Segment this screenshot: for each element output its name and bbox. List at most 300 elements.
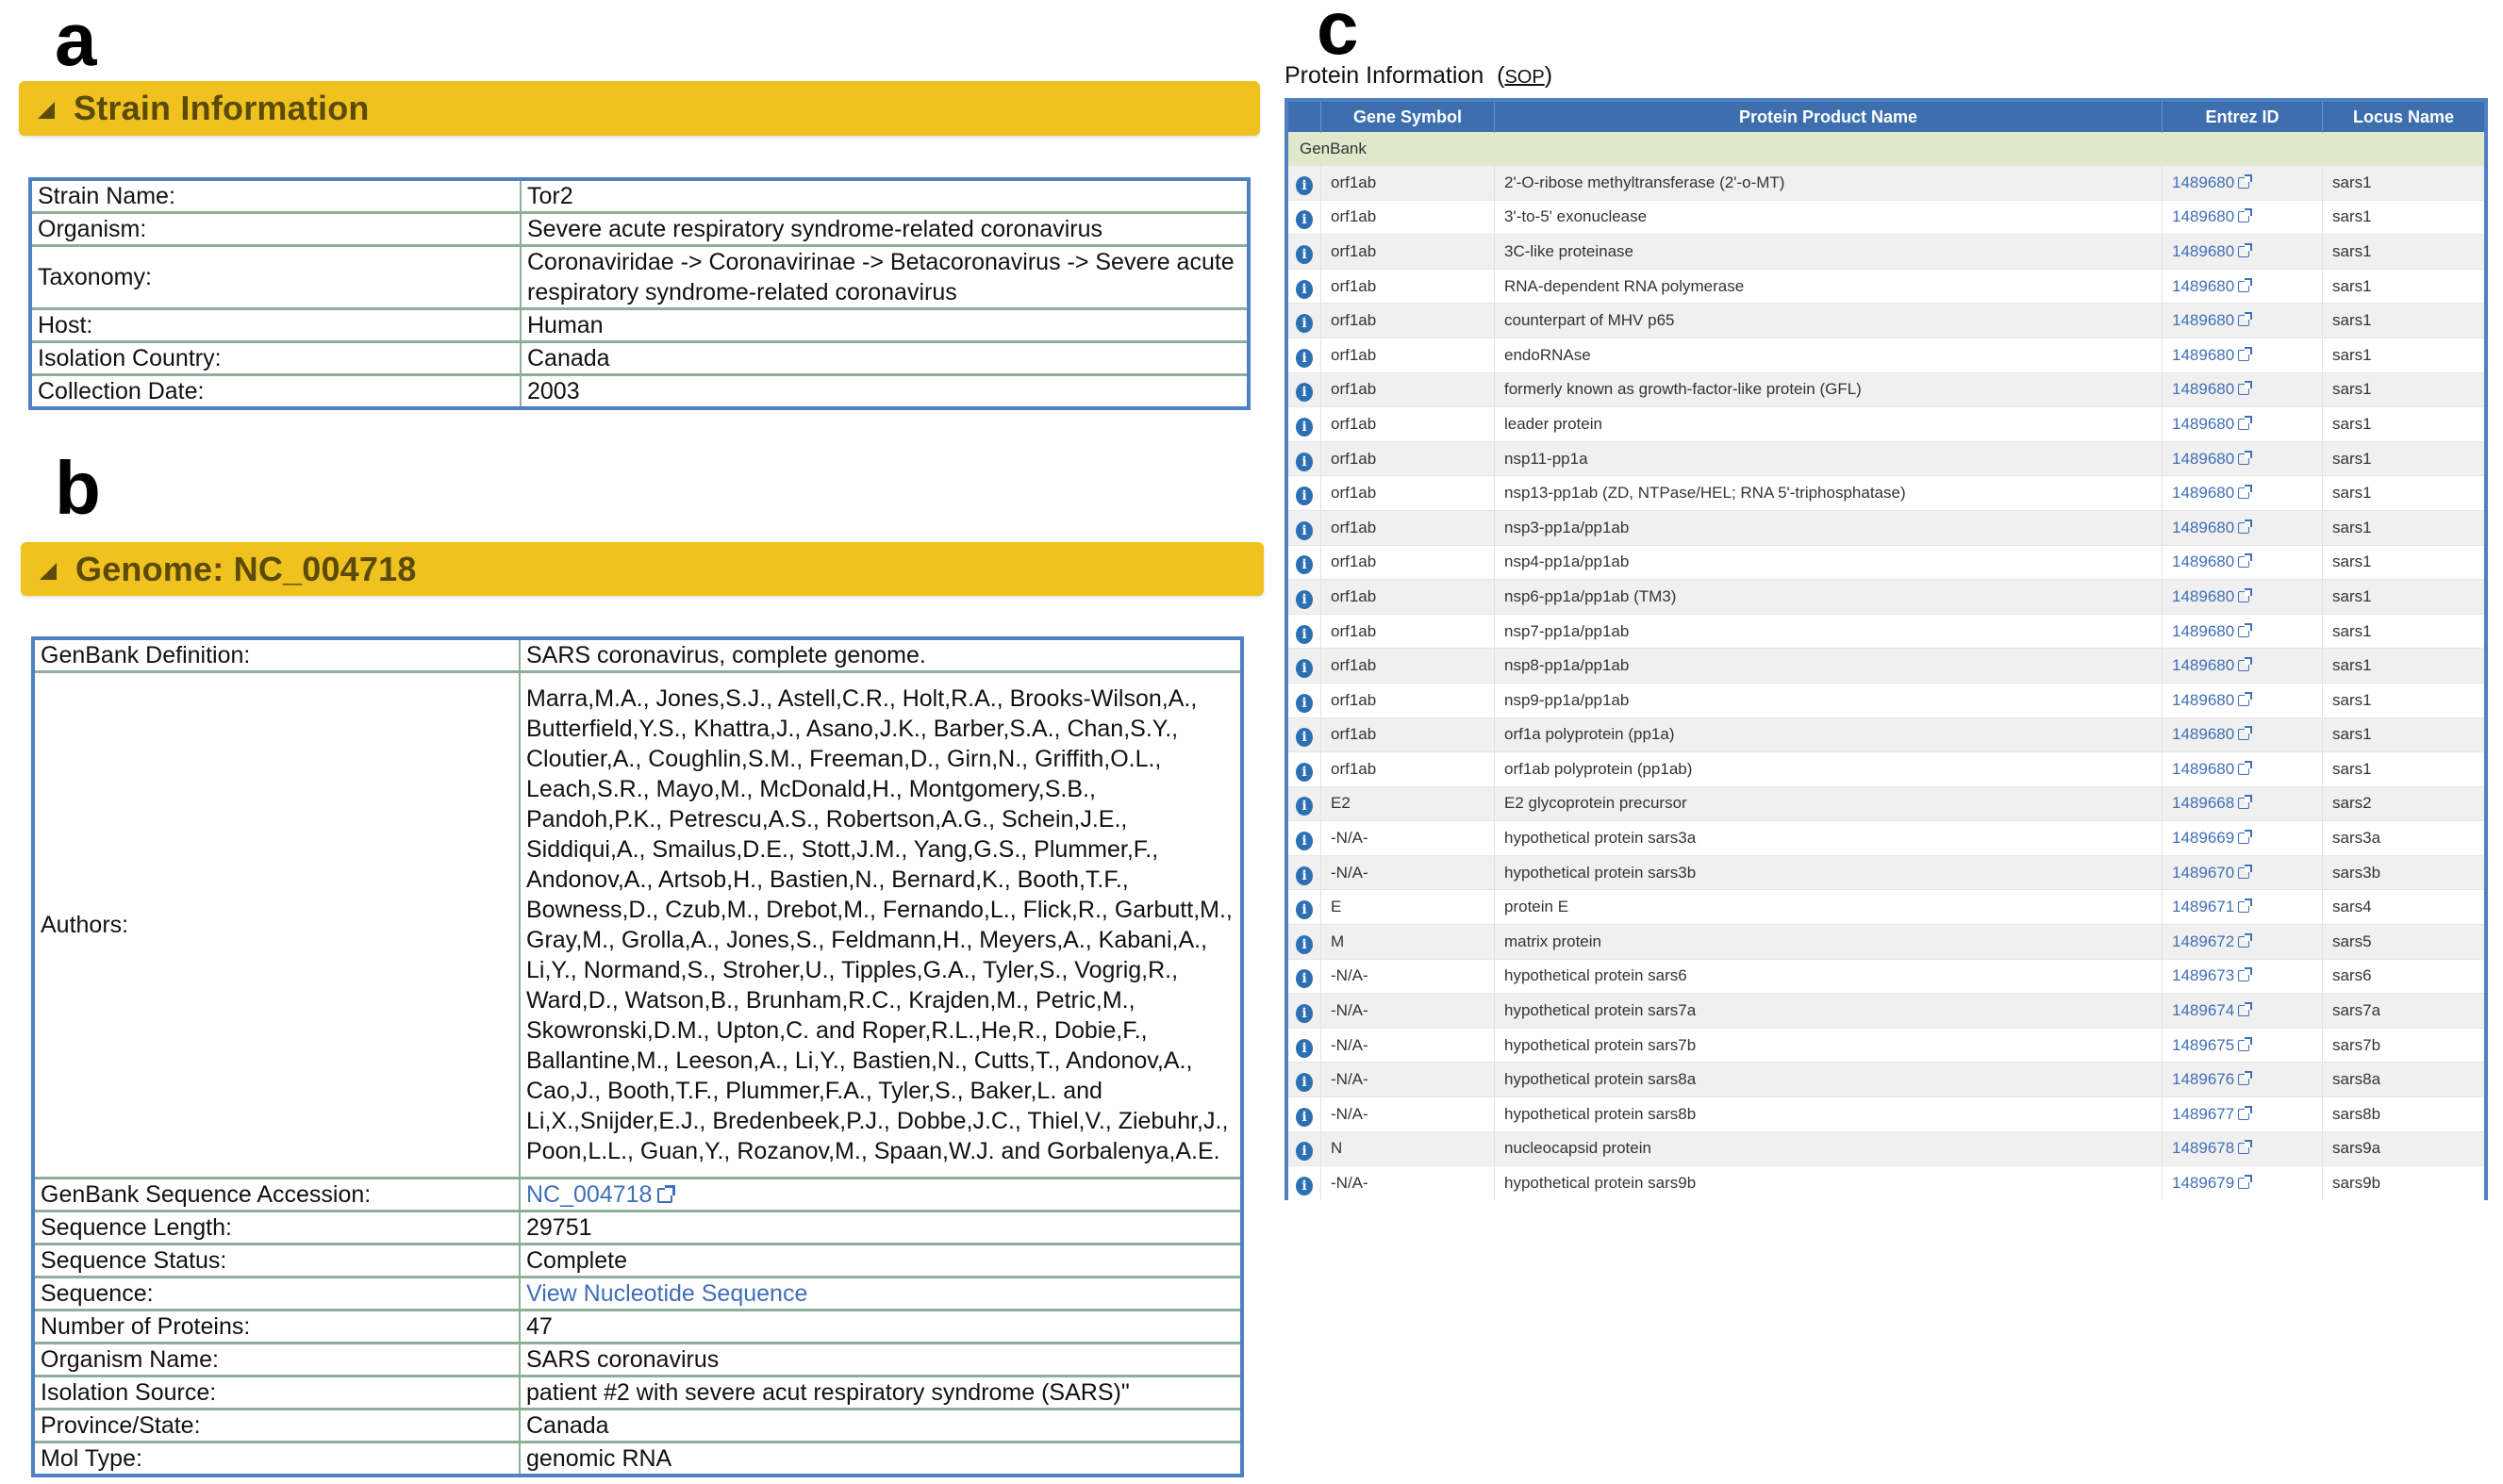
panel-label-c: c <box>1317 0 1359 70</box>
external-link-icon[interactable] <box>2238 695 2249 706</box>
info-cell <box>1286 476 1321 511</box>
info-cell <box>1286 166 1321 201</box>
entrez-id-link[interactable]: 1489672 <box>2172 932 2235 950</box>
field-value: Human <box>521 309 1249 342</box>
protein-product-name: nsp11-pp1a <box>1495 441 2163 476</box>
strain-info-table <box>28 177 1251 410</box>
info-icon[interactable]: i <box>1296 486 1313 505</box>
external-link-icon[interactable] <box>2238 556 2249 568</box>
external-link-icon[interactable] <box>2238 1143 2249 1154</box>
external-link-icon[interactable] <box>2238 419 2249 430</box>
entrez-id-link[interactable]: 1489680 <box>2172 552 2235 571</box>
column-header-protein-product-name[interactable]: Protein Product Name <box>1495 100 2163 133</box>
info-cell <box>1286 994 1321 1029</box>
external-link-icon[interactable] <box>2238 453 2249 465</box>
protein-information-label: Protein Information <box>1285 62 1484 89</box>
external-link-icon[interactable] <box>657 1188 672 1203</box>
entrez-id-cell <box>2163 649 2323 684</box>
external-link-icon[interactable] <box>2238 798 2249 809</box>
entrez-id-cell <box>2163 925 2323 960</box>
gene-symbol: orf1ab <box>1321 441 1495 476</box>
external-link-icon[interactable] <box>2238 1109 2249 1120</box>
locus-name: sars1 <box>2323 683 2487 717</box>
entrez-id-cell <box>2163 269 2323 304</box>
gene-symbol: -N/A- <box>1321 1063 1495 1097</box>
locus-name: sars1 <box>2323 649 2487 684</box>
protein-row <box>1286 683 2486 717</box>
protein-row <box>1286 1166 2486 1200</box>
gene-symbol: -N/A- <box>1321 1097 1495 1132</box>
protein-row <box>1286 959 2486 994</box>
external-link-icon[interactable] <box>2238 936 2249 948</box>
info-cell <box>1286 304 1321 338</box>
field-label: Authors: <box>33 672 520 1179</box>
protein-product-name: 3'-to-5' exonuclease <box>1495 200 2163 235</box>
locus-name: sars1 <box>2323 614 2487 649</box>
external-link-icon[interactable] <box>2238 1074 2249 1085</box>
info-icon[interactable]: i <box>1296 832 1313 850</box>
external-link-icon[interactable] <box>2238 626 2249 637</box>
entrez-id-link[interactable]: 1489670 <box>2172 863 2235 882</box>
gene-symbol: -N/A- <box>1321 1166 1495 1200</box>
panel-label-b: b <box>55 446 101 530</box>
entrez-id-cell <box>2163 821 2323 856</box>
locus-name: sars1 <box>2323 200 2487 235</box>
protein-row <box>1286 476 2486 511</box>
genome-row <box>33 1311 1242 1344</box>
column-header-entrez-id[interactable]: Entrez ID <box>2163 100 2323 133</box>
collapse-triangle-icon[interactable] <box>40 563 57 580</box>
column-header-gene-symbol[interactable]: Gene Symbol <box>1321 100 1495 133</box>
entrez-id-link[interactable]: 1489676 <box>2172 1070 2235 1089</box>
locus-name: sars1 <box>2323 372 2487 407</box>
info-cell <box>1286 683 1321 717</box>
strain-row <box>30 342 1249 375</box>
locus-name: sars1 <box>2323 510 2487 545</box>
info-cell <box>1286 752 1321 787</box>
external-link-icon[interactable] <box>2238 522 2249 534</box>
info-cell <box>1286 545 1321 580</box>
entrez-id-link[interactable]: 1489675 <box>2172 1035 2235 1054</box>
locus-name: sars1 <box>2323 338 2487 372</box>
protein-row <box>1286 166 2486 201</box>
protein-product-name: hypothetical protein sars3b <box>1495 855 2163 890</box>
external-link-icon[interactable] <box>2238 901 2249 913</box>
entrez-id-cell <box>2163 1131 2323 1166</box>
info-cell <box>1286 821 1321 856</box>
field-value: Tor2 <box>527 183 573 209</box>
genome-row <box>33 1212 1242 1245</box>
entrez-id-cell <box>2163 890 2323 925</box>
field-label: Collection Date: <box>30 375 521 409</box>
info-icon[interactable]: i <box>1296 763 1313 782</box>
locus-name: sars2 <box>2323 786 2487 821</box>
gene-symbol: orf1ab <box>1321 580 1495 615</box>
locus-name: sars1 <box>2323 304 2487 338</box>
protein-product-name: nsp6-pp1a/pp1ab (TM3) <box>1495 580 2163 615</box>
locus-name: sars8a <box>2323 1063 2487 1097</box>
protein-product-name: E2 glycoprotein precursor <box>1495 786 2163 821</box>
sop-link[interactable]: SOP <box>1504 67 1545 88</box>
info-icon[interactable]: i <box>1296 1004 1313 1023</box>
gene-symbol: N <box>1321 1131 1495 1166</box>
external-link-icon[interactable] <box>2238 211 2249 223</box>
field-label: Sequence Status: <box>33 1245 520 1278</box>
gene-symbol: M <box>1321 925 1495 960</box>
entrez-id-link[interactable]: 1489677 <box>2172 1104 2235 1123</box>
field-label: Isolation Country: <box>30 342 521 375</box>
locus-name: sars8b <box>2323 1097 2487 1132</box>
entrez-id-link[interactable]: 1489680 <box>2172 725 2235 744</box>
info-cell <box>1286 1131 1321 1166</box>
field-label: Province/State: <box>33 1410 520 1443</box>
gene-symbol: orf1ab <box>1321 407 1495 442</box>
protein-row <box>1286 614 2486 649</box>
protein-product-name: nsp8-pp1a/pp1ab <box>1495 649 2163 684</box>
field-label: GenBank Definition: <box>33 638 520 672</box>
gene-symbol: -N/A- <box>1321 855 1495 890</box>
info-cell <box>1286 1166 1321 1200</box>
locus-name: sars9b <box>2323 1166 2487 1200</box>
accession-link[interactable]: NC_004718 <box>526 1181 653 1208</box>
info-cell <box>1286 717 1321 752</box>
protein-row <box>1286 752 2486 787</box>
info-icon[interactable]: i <box>1296 418 1313 437</box>
field-value <box>520 1278 1242 1311</box>
protein-row <box>1286 235 2486 270</box>
external-link-icon[interactable] <box>2238 487 2249 499</box>
protein-product-name: hypothetical protein sars8a <box>1495 1063 2163 1097</box>
external-link-icon[interactable] <box>2238 867 2249 879</box>
info-cell <box>1286 269 1321 304</box>
info-cell <box>1286 1028 1321 1063</box>
gene-symbol: orf1ab <box>1321 649 1495 684</box>
field-value: Marra,M.A., Jones,S.J., Astell,C.R., Holt,R.A., Brooks-Wilson,A., Butterfield,Y.S., Khattra,J., Asano,J.K., Barber,S.A., Chan,S.Y., Cloutier,A., Coughlin,S.M., Freeman,D., Girn,N., Griffith,O.L., Leach,S.R., Mayo,M., McDonald,H., Montgomery,S.B., Pandoh,P.K., Petrescu,A.S., Robertson,A.G., Schein,J.E., Siddiqui,A., Smailus,D.E., Stott,J.M., Yang,G.S., Plummer,F., Andonov,A., Artsob,H., Bastien,N., Bernard,K., Booth,T.F., Bowness,D., Czub,M., Drebot,M., Fernando,L., Flick,R., Garbutt,M., Gray,M., Grolla,A., Jones,S., Feldmann,H., Meyers,A., Kabani,A., Li,Y., Normand,S., Stroher,U., Tipples,G.A., Tyler,S., Vogrig,R., Ward,D., Watson,B., Brunham,R.C., Krajden,M., Petric,M., Skowronski,D.M., Upton,C. and Roper,R.L.,He,R., Dobie,F., Ballantine,M., Leeson,A., Li,Y., Bastien,N., Cutts,T., Andonov,A., Cao,J., Booth,T.F., Plummer,F.A., Tyler,S., Baker,L. and Li,X.,Snijder,E.J., Bredenbeek,P.J., Dobbe,J.C., Thiel,V., Ziebuhr,J., Poon,L.L., Guan,Y., Rozanov,M., Spaan,W.J. and Gorbalenya,A.E. <box>520 672 1242 1179</box>
locus-name: sars1 <box>2323 476 2487 511</box>
info-icon[interactable]: i <box>1296 866 1313 885</box>
protein-product-name: nsp13-pp1ab (ZD, NTPase/HEL; RNA 5'-triphosphatase) <box>1495 476 2163 511</box>
genome-row <box>33 1278 1242 1311</box>
field-label: Sequence Length: <box>33 1212 520 1245</box>
entrez-id-link[interactable]: 1489680 <box>2172 414 2235 433</box>
protein-row <box>1286 855 2486 890</box>
entrez-id-cell <box>2163 580 2323 615</box>
field-value <box>520 1179 1242 1212</box>
genome-row <box>33 1410 1242 1443</box>
genome-header[interactable] <box>21 542 1264 596</box>
info-icon[interactable]: i <box>1296 280 1313 299</box>
gene-symbol: E2 <box>1321 786 1495 821</box>
strain-row <box>30 179 1249 213</box>
locus-name: sars7b <box>2323 1028 2487 1063</box>
locus-name: sars1 <box>2323 166 2487 201</box>
gene-symbol: orf1ab <box>1321 614 1495 649</box>
external-link-icon[interactable] <box>2238 970 2249 981</box>
info-cell <box>1286 649 1321 684</box>
gene-symbol: orf1ab <box>1321 752 1495 787</box>
entrez-id-link[interactable]: 1489680 <box>2172 586 2235 605</box>
entrez-id-cell <box>2163 166 2323 201</box>
locus-name: sars1 <box>2323 269 2487 304</box>
protein-product-name: hypothetical protein sars3a <box>1495 821 2163 856</box>
external-link-icon[interactable] <box>2238 660 2249 671</box>
protein-product-name: nsp9-pp1a/pp1ab <box>1495 683 2163 717</box>
info-cell <box>1286 200 1321 235</box>
entrez-id-link[interactable]: 1489680 <box>2172 311 2235 330</box>
protein-table <box>1285 98 2488 1200</box>
entrez-id-cell <box>2163 614 2323 649</box>
info-icon[interactable]: i <box>1296 590 1313 609</box>
info-cell <box>1286 372 1321 407</box>
info-icon[interactable]: i <box>1296 383 1313 402</box>
entrez-id-cell <box>2163 304 2323 338</box>
info-icon[interactable]: i <box>1296 1073 1313 1092</box>
protein-product-name: orf1a polyprotein (pp1a) <box>1495 717 2163 752</box>
locus-name: sars3a <box>2323 821 2487 856</box>
external-link-icon[interactable] <box>2238 729 2249 740</box>
field-label: Organism: <box>30 213 521 246</box>
protein-product-name: formerly known as growth-factor-like protein (GFL) <box>1495 372 2163 407</box>
protein-product-name: matrix protein <box>1495 925 2163 960</box>
info-icon[interactable]: i <box>1296 176 1313 195</box>
info-icon[interactable]: i <box>1296 1142 1313 1161</box>
locus-name: sars3b <box>2323 855 2487 890</box>
entrez-id-link[interactable]: 1489680 <box>2172 449 2235 468</box>
entrez-id-link[interactable]: 1489680 <box>2172 759 2235 778</box>
field-label: Isolation Source: <box>33 1377 520 1410</box>
entrez-id-cell <box>2163 200 2323 235</box>
entrez-id-cell <box>2163 752 2323 787</box>
entrez-id-link[interactable]: 1489680 <box>2172 518 2235 536</box>
protein-row <box>1286 580 2486 615</box>
strain-information-header[interactable] <box>19 81 1260 136</box>
external-link-icon[interactable] <box>2238 1040 2249 1051</box>
info-icon[interactable]: i <box>1296 555 1313 574</box>
field-value: 29751 <box>520 1212 1242 1245</box>
info-icon[interactable]: i <box>1296 694 1313 713</box>
gene-symbol: orf1ab <box>1321 545 1495 580</box>
entrez-id-link[interactable]: 1489678 <box>2172 1139 2235 1158</box>
genome-title: Genome: NC_004718 <box>75 549 417 588</box>
info-cell <box>1286 1063 1321 1097</box>
entrez-id-cell <box>2163 994 2323 1029</box>
protein-product-name: hypothetical protein sars7b <box>1495 1028 2163 1063</box>
entrez-id-link[interactable]: 1489680 <box>2172 173 2235 191</box>
entrez-id-link[interactable]: 1489680 <box>2172 345 2235 364</box>
locus-name: sars1 <box>2323 717 2487 752</box>
external-link-icon[interactable] <box>2238 833 2249 844</box>
info-icon[interactable]: i <box>1296 1039 1313 1058</box>
protein-product-name: leader protein <box>1495 407 2163 442</box>
entrez-id-cell <box>2163 338 2323 372</box>
entrez-id-cell <box>2163 407 2323 442</box>
entrez-id-link[interactable]: 1489680 <box>2172 276 2235 295</box>
external-link-icon[interactable] <box>2238 246 2249 257</box>
protein-row <box>1286 1131 2486 1166</box>
field-label: GenBank Sequence Accession: <box>33 1179 520 1212</box>
field-label: Organism Name: <box>33 1344 520 1377</box>
info-cell <box>1286 1097 1321 1132</box>
genome-row <box>33 1245 1242 1278</box>
gene-symbol: -N/A- <box>1321 821 1495 856</box>
protein-row <box>1286 890 2486 925</box>
field-value: SARS coronavirus <box>520 1344 1242 1377</box>
genome-row <box>33 1344 1242 1377</box>
field-value: Severe acute respiratory syndrome-related coronavirus <box>521 213 1249 246</box>
protein-information-title: Protein Information (SOP) <box>1285 62 1553 89</box>
protein-row <box>1286 338 2486 372</box>
entrez-id-cell <box>2163 959 2323 994</box>
gene-symbol: orf1ab <box>1321 166 1495 201</box>
info-icon[interactable]: i <box>1296 625 1313 644</box>
gene-symbol: orf1ab <box>1321 200 1495 235</box>
view-sequence-link[interactable]: View Nucleotide Sequence <box>526 1280 808 1307</box>
panel-label-a: a <box>55 0 97 81</box>
protein-table-header <box>1286 100 2486 133</box>
entrez-id-link[interactable]: 1489669 <box>2172 829 2235 848</box>
protein-row <box>1286 786 2486 821</box>
entrez-id-cell <box>2163 476 2323 511</box>
entrez-id-link[interactable]: 1489680 <box>2172 690 2235 709</box>
protein-product-name: hypothetical protein sars8b <box>1495 1097 2163 1132</box>
protein-row <box>1286 1063 2486 1097</box>
external-link-icon[interactable] <box>2238 1005 2249 1016</box>
entrez-id-link[interactable]: 1489680 <box>2172 207 2235 226</box>
gene-symbol: orf1ab <box>1321 510 1495 545</box>
protein-product-name: hypothetical protein sars7a <box>1495 994 2163 1029</box>
protein-row <box>1286 925 2486 960</box>
genome-row <box>33 638 1242 672</box>
field-value: Complete <box>520 1245 1242 1278</box>
info-icon[interactable]: i <box>1296 797 1313 816</box>
entrez-id-cell <box>2163 372 2323 407</box>
genome-row <box>33 1179 1242 1212</box>
info-icon[interactable]: i <box>1296 969 1313 988</box>
protein-product-name: orf1ab polyprotein (pp1ab) <box>1495 752 2163 787</box>
protein-row <box>1286 717 2486 752</box>
entrez-id-link[interactable]: 1489680 <box>2172 621 2235 640</box>
entrez-id-link[interactable]: 1489680 <box>2172 656 2235 675</box>
info-cell <box>1286 925 1321 960</box>
info-icon[interactable]: i <box>1296 521 1313 540</box>
external-link-icon[interactable] <box>2238 177 2249 189</box>
protein-row <box>1286 821 2486 856</box>
entrez-id-cell <box>2163 441 2323 476</box>
entrez-id-cell <box>2163 1063 2323 1097</box>
strain-row <box>30 213 1249 246</box>
info-cell <box>1286 614 1321 649</box>
strain-row <box>30 309 1249 342</box>
protein-product-name: nucleocapsid protein <box>1495 1131 2163 1166</box>
info-cell <box>1286 959 1321 994</box>
field-value: Canada <box>521 342 1249 375</box>
field-label: Number of Proteins: <box>33 1311 520 1344</box>
info-icon[interactable]: i <box>1296 900 1313 919</box>
entrez-id-cell <box>2163 786 2323 821</box>
column-header-locus-name[interactable]: Locus Name <box>2323 100 2487 133</box>
entrez-id-link[interactable]: 1489674 <box>2172 1001 2235 1020</box>
protein-product-name: nsp4-pp1a/pp1ab <box>1495 545 2163 580</box>
external-link-icon[interactable] <box>2238 350 2249 361</box>
protein-row <box>1286 1028 2486 1063</box>
entrez-id-cell <box>2163 1097 2323 1132</box>
locus-name: sars6 <box>2323 959 2487 994</box>
protein-row <box>1286 407 2486 442</box>
info-icon[interactable]: i <box>1296 659 1313 678</box>
entrez-id-link[interactable]: 1489680 <box>2172 484 2235 503</box>
gene-symbol: orf1ab <box>1321 269 1495 304</box>
field-value: SARS coronavirus, complete genome. <box>526 642 926 668</box>
entrez-id-cell <box>2163 683 2323 717</box>
external-link-icon[interactable] <box>2238 315 2249 326</box>
group-label: GenBank <box>1286 133 2486 166</box>
gene-symbol: -N/A- <box>1321 994 1495 1029</box>
entrez-id-cell <box>2163 235 2323 270</box>
info-icon[interactable]: i <box>1296 1108 1313 1127</box>
locus-name: sars4 <box>2323 890 2487 925</box>
entrez-id-link[interactable]: 1489668 <box>2172 794 2235 813</box>
entrez-id-cell <box>2163 717 2323 752</box>
locus-name: sars1 <box>2323 441 2487 476</box>
info-icon[interactable]: i <box>1296 728 1313 747</box>
entrez-id-link[interactable]: 1489679 <box>2172 1174 2235 1193</box>
protein-product-name: endoRNAse <box>1495 338 2163 372</box>
info-icon[interactable]: i <box>1296 245 1313 264</box>
external-link-icon[interactable] <box>2238 281 2249 292</box>
protein-row <box>1286 1097 2486 1132</box>
info-icon[interactable]: i <box>1296 349 1313 368</box>
entrez-id-link[interactable]: 1489671 <box>2172 898 2235 916</box>
collapse-triangle-icon[interactable] <box>38 102 55 119</box>
external-link-icon[interactable] <box>2238 591 2249 602</box>
entrez-id-link[interactable]: 1489673 <box>2172 966 2235 985</box>
info-icon[interactable]: i <box>1296 453 1313 471</box>
protein-product-name: protein E <box>1495 890 2163 925</box>
locus-name: sars7a <box>2323 994 2487 1029</box>
gene-symbol: orf1ab <box>1321 338 1495 372</box>
gene-symbol: orf1ab <box>1321 683 1495 717</box>
info-cell <box>1286 890 1321 925</box>
field-value: patient #2 with severe acut respiratory syndrome (SARS)" <box>520 1377 1242 1410</box>
entrez-id-link[interactable]: 1489680 <box>2172 380 2235 399</box>
external-link-icon[interactable] <box>2238 384 2249 395</box>
locus-name: sars1 <box>2323 752 2487 787</box>
external-link-icon[interactable] <box>2238 764 2249 775</box>
locus-name: sars1 <box>2323 407 2487 442</box>
protein-row <box>1286 441 2486 476</box>
info-icon[interactable]: i <box>1296 935 1313 954</box>
gene-symbol: -N/A- <box>1321 959 1495 994</box>
strain-row <box>30 375 1249 409</box>
field-value: 47 <box>520 1311 1242 1344</box>
info-cell <box>1286 407 1321 442</box>
group-row-genbank <box>1286 133 2486 166</box>
info-icon[interactable]: i <box>1296 210 1313 229</box>
protein-row <box>1286 200 2486 235</box>
entrez-id-link[interactable]: 1489680 <box>2172 241 2235 260</box>
protein-row <box>1286 304 2486 338</box>
entrez-id-cell <box>2163 1166 2323 1200</box>
locus-name: sars1 <box>2323 580 2487 615</box>
locus-name: sars1 <box>2323 545 2487 580</box>
external-link-icon[interactable] <box>2238 1178 2249 1189</box>
field-label: Taxonomy: <box>30 246 521 309</box>
info-icon[interactable]: i <box>1296 314 1313 333</box>
info-icon[interactable]: i <box>1296 1177 1313 1195</box>
protein-product-name: counterpart of MHV p65 <box>1495 304 2163 338</box>
field-value: 2003 <box>521 375 1249 409</box>
genome-row <box>33 672 1242 1179</box>
